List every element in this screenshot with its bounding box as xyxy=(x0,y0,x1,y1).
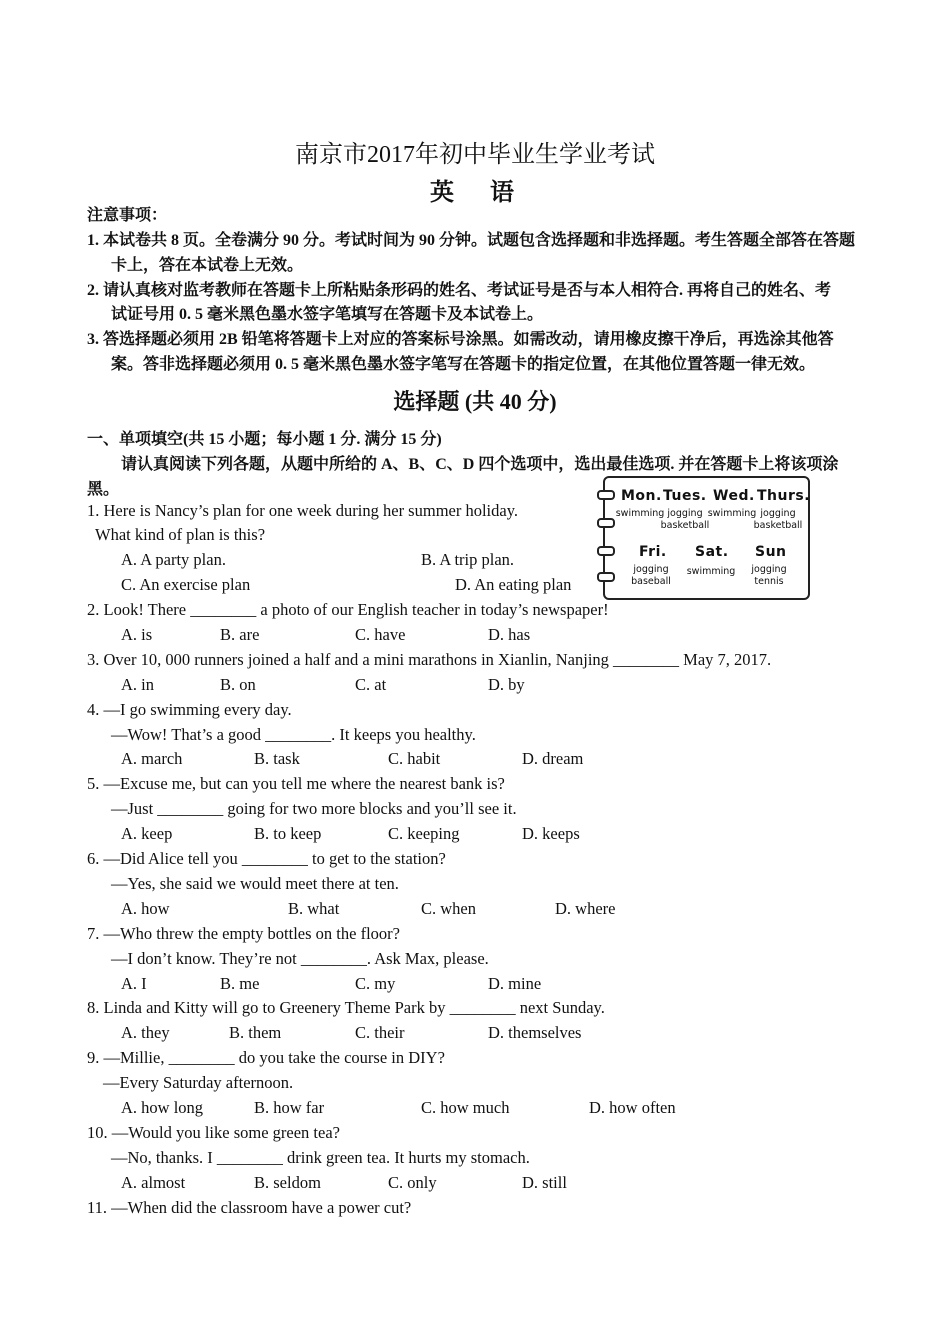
option-d: D. themselves xyxy=(488,1023,582,1042)
plan-activity-sun: jogging tennis xyxy=(751,564,787,587)
option-b: B. to keep xyxy=(254,824,322,843)
option-c: C. An exercise plan xyxy=(121,575,251,594)
question-stem: 6. —Did Alice tell you ________ to get to the station? xyxy=(87,849,446,868)
question-stem-2: —Wow! That’s a good ________. It keeps you healthy. xyxy=(111,725,476,744)
plan-day-fri: Fri. xyxy=(639,544,667,560)
option-a: A. in xyxy=(121,675,154,694)
plan-day-mon: Mon. xyxy=(621,488,662,504)
option-c: C. my xyxy=(355,974,396,993)
exam-title: 南京市2017年初中毕业生学业考试 xyxy=(295,142,655,168)
question-stem: 5. —Excuse me, but can you tell me where the nearest bank is? xyxy=(87,774,505,793)
plan-day-thurs: Thurs. xyxy=(757,488,811,504)
option-c: C. when xyxy=(421,899,476,918)
part-heading: 一、单项填空(共 15 小题；每小题 1 分. 满分 15 分) xyxy=(87,431,442,448)
option-d: D. how often xyxy=(589,1098,676,1117)
option-d: D. by xyxy=(488,675,525,694)
option-d: D. dream xyxy=(522,749,584,768)
ring-icon xyxy=(597,546,615,556)
question-stem-2: What kind of plan is this? xyxy=(95,525,266,544)
option-c: C. at xyxy=(355,675,387,694)
option-b: B. me xyxy=(220,974,260,993)
question-stem-2: —Just ________ going for two more blocks and you’ll see it. xyxy=(111,799,517,818)
option-d: D. mine xyxy=(488,974,542,993)
option-c: C. their xyxy=(355,1023,405,1042)
option-d: D. An eating plan xyxy=(455,575,572,594)
plan-activity-thurs: jogging basketball xyxy=(753,508,803,531)
plan-activity-mon: swimming xyxy=(615,508,665,519)
question-stem: 8. Linda and Kitty will go to Greenery Theme Park by ________ next Sunday. xyxy=(87,998,605,1017)
notice-heading: 注意事项： xyxy=(87,207,168,224)
question-stem-2: —Yes, she said we would meet there at ten. xyxy=(111,874,399,893)
option-b: B. them xyxy=(229,1023,282,1042)
notice-item-3-line1: 3. 答选择题必须用 2B 铅笔将答题卡上对应的答案标号涂黑。如需改动，请用橡皮擦干净后，再选涂其他答 xyxy=(87,331,834,348)
notice-item-2-line2: 试证号用 0. 5 毫米黑色墨水签字笔填写在答题卡及本试卷上。 xyxy=(111,306,544,323)
plan-day-tues: Tues. xyxy=(663,488,707,504)
option-a: A. they xyxy=(121,1023,170,1042)
option-d: D. where xyxy=(555,899,616,918)
option-d: D. still xyxy=(522,1173,567,1192)
option-a: A. I xyxy=(121,974,147,993)
section-title: 选择题 (共 40 分) xyxy=(393,389,557,414)
option-c: C. how much xyxy=(421,1098,510,1117)
subject-title: 英 语 xyxy=(430,180,520,206)
question-stem: 2. Look! There ________ a photo of our English teacher in today’s newspaper! xyxy=(87,600,609,619)
question-stem-2: —I don’t know. They’re not ________. Ask Max, please. xyxy=(111,949,489,968)
weekly-plan-image xyxy=(603,476,810,600)
option-a: A. almost xyxy=(121,1173,186,1192)
question-stem-2: —Every Saturday afternoon. xyxy=(103,1073,294,1092)
option-b: B. are xyxy=(220,625,260,644)
question-stem: 11. —When did the classroom have a power cut? xyxy=(87,1198,412,1217)
option-a: A. is xyxy=(121,625,153,644)
plan-day-wed: Wed. xyxy=(713,488,755,504)
option-b: B. A trip plan. xyxy=(421,550,515,569)
option-a: A. keep xyxy=(121,824,173,843)
option-b: B. task xyxy=(254,749,300,768)
option-c: C. habit xyxy=(388,749,441,768)
question-stem: 7. —Who threw the empty bottles on the floor? xyxy=(87,924,400,943)
option-b: B. what xyxy=(288,899,340,918)
question-stem: 10. —Would you like some green tea? xyxy=(87,1123,340,1142)
question-stem: 3. Over 10, 000 runners joined a half and a mini marathons in Xianlin, Nanjing ________ May 7, 2017. xyxy=(87,650,772,669)
option-b: B. seldom xyxy=(254,1173,321,1192)
option-c: C. have xyxy=(355,625,406,644)
option-c: C. keeping xyxy=(388,824,460,843)
ring-icon xyxy=(597,490,615,500)
question-stem: 9. —Millie, ________ do you take the course in DIY? xyxy=(87,1048,445,1067)
plan-activity-fri: jogging baseball xyxy=(631,564,671,587)
ring-icon xyxy=(597,572,615,582)
instruction-line2: 黑。 xyxy=(87,481,120,498)
option-b: B. how far xyxy=(254,1098,325,1117)
plan-day-sat: Sat. xyxy=(695,544,729,560)
notice-item-3-line2: 案。答非选择题必须用 0. 5 毫米黑色墨水签字笔写在答题卡的指定位置，在其他位置答题一律无效。 xyxy=(111,356,816,373)
option-b: B. on xyxy=(220,675,256,694)
plan-activity-wed: swimming xyxy=(707,508,757,519)
plan-activity-sat: swimming xyxy=(686,566,736,577)
option-c: C. only xyxy=(388,1173,437,1192)
option-a: A. march xyxy=(121,749,183,768)
notice-item-1-line2: 卡上，答在本试卷上无效。 xyxy=(111,257,304,274)
option-d: D. keeps xyxy=(522,824,580,843)
question-stem: 1. Here is Nancy’s plan for one week during her summer holiday. xyxy=(87,501,519,520)
question-stem-2: —No, thanks. I ________ drink green tea. It hurts my stomach. xyxy=(111,1148,530,1167)
option-a: A. A party plan. xyxy=(121,550,226,569)
plan-activity-tues: jogging basketball xyxy=(660,508,710,531)
plan-day-sun: Sun xyxy=(755,544,787,560)
option-a: A. how xyxy=(121,899,170,918)
option-d: D. has xyxy=(488,625,531,644)
question-stem: 4. —I go swimming every day. xyxy=(87,700,292,719)
notice-item-2-line1: 2. 请认真核对监考教师在答题卡上所粘贴条形码的姓名、考试证号是否与本人相符合. 再将自己的姓名、考 xyxy=(87,282,832,299)
option-a: A. how long xyxy=(121,1098,204,1117)
notice-item-1-line1: 1. 本试卷共 8 页。全卷满分 90 分。考试时间为 90 分钟。试题包含选择题和非选择题。考生答题全部答在答题 xyxy=(87,232,856,249)
instruction-line1: 请认真阅读下列各题，从题中所给的 A、B、C、D 四个选项中，选出最佳选项. 并在答题卡上将该项涂 xyxy=(121,456,839,473)
